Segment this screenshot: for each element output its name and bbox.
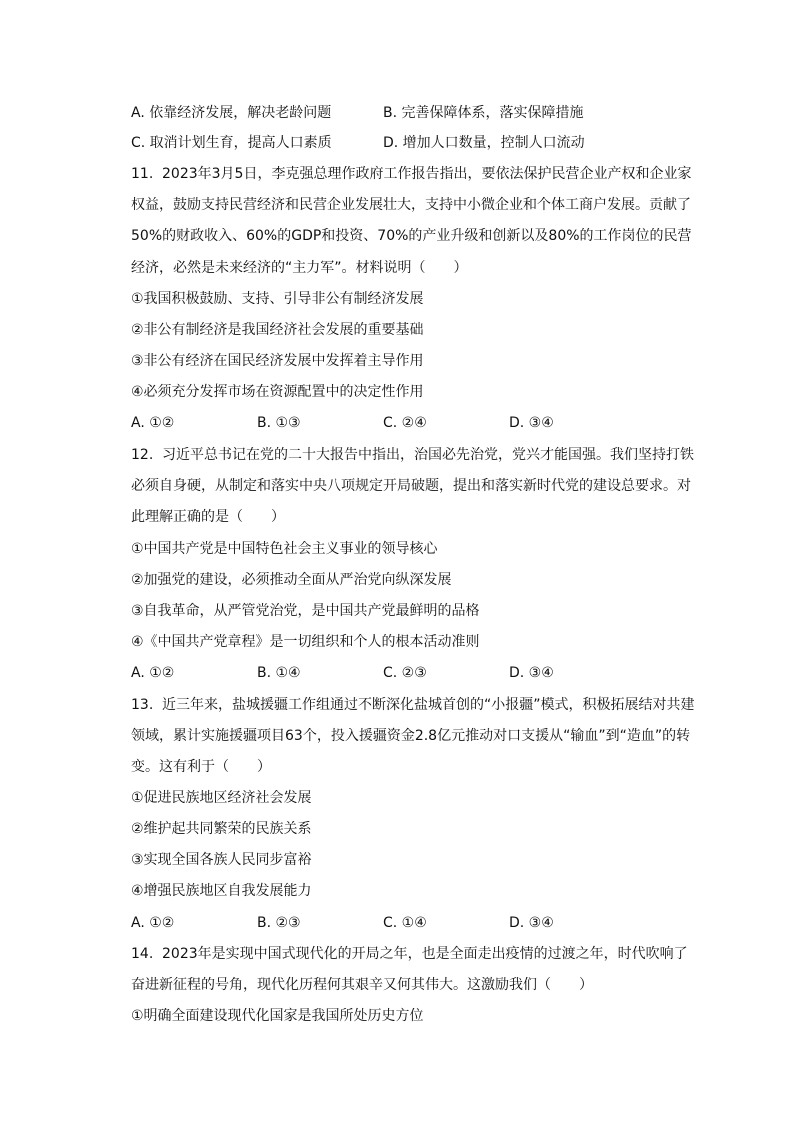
q10-option-a: A. 依靠经济发展，解决老龄问题	[131, 105, 332, 121]
q12-option-d: D. ③④	[509, 665, 554, 681]
q13-option-d: D. ③④	[509, 915, 554, 931]
q12-statement-1: ①中国共产党是中国特色社会主义事业的领导核心	[131, 541, 438, 557]
q11-statement-3: ③非公有经济在国民经济发展中发挥着主导作用	[131, 353, 424, 369]
q12-statement-3: ③自我革命，从严管党治党，是中国共产党最鲜明的品格	[131, 603, 480, 619]
q13-statement-1: ①促进民族地区经济社会发展	[131, 790, 312, 806]
q12-statement-4: ④《中国共产党章程》是一切组织和个人的根本活动准则	[131, 634, 480, 650]
q13-stem-text: 近三年来，盐城援疆工作组通过不断深化盐城首创的“小报疆”模式，积极拓展结对共建领域，累计实施援疆项目63个，投入援疆资金2.8亿元推动对口支援从“输血”到“造血”的转变。这有利于（ ）	[131, 697, 695, 776]
q10-option-d: D. 增加人口数量，控制人口流动	[383, 135, 585, 151]
q14-stem	[131, 939, 697, 1001]
q11-option-b: B. ①③	[257, 415, 301, 431]
q11-option-d: D. ③④	[509, 415, 554, 431]
q13-option-b: B. ②③	[257, 915, 301, 931]
q13-number: 13.	[131, 697, 154, 713]
q11-statement-4: ④必须充分发挥市场在资源配置中的决定性作用	[131, 384, 424, 400]
q14-stem-text: 2023年是实现中国式现代化的开局之年，也是全面走出疫情的过渡之年，时代吹响了奋进新征程的号角，现代化历程何其艰辛又何其伟大。这激励我们（ ）	[131, 946, 688, 994]
q11-statement-2: ②非公有制经济是我国经济社会发展的重要基础	[131, 322, 424, 338]
q10-option-b: B. 完善保障体系，落实保障措施	[383, 105, 584, 121]
q10-option-c: C. 取消计划生育，提高人口素质	[131, 135, 332, 151]
q12-option-c: C. ②③	[383, 665, 427, 681]
q11-option-c: C. ②④	[383, 415, 427, 431]
q12-option-a: A. ①②	[131, 665, 175, 681]
q14-number: 14.	[131, 946, 154, 962]
q11-statement-1: ①我国积极鼓励、支持、引导非公有制经济发展	[131, 291, 424, 307]
q12-statement-2: ②加强党的建设，必须推动全面从严治党向纵深发展	[131, 572, 452, 588]
q11-stem-text: 2023年3月5日，李克强总理作政府工作报告指出，要依法保护民营企业产权和企业家权益，鼓励支持民营经济和民营企业发展壮大，支持中小微企业和个体工商户发展。贡献了50%的财政收入、60%的GDP和投资、70%的产业升级和创新以及80%的工作岗位的民营经济，必然是未来经济的“主力军”。材料说明（ ）	[131, 166, 692, 276]
q12-option-b: B. ①④	[257, 665, 301, 681]
q13-option-a: A. ①②	[131, 915, 175, 931]
q13-statement-3: ③实现全国各族人民同步富裕	[131, 852, 312, 868]
q13-statement-2: ②维护起共同繁荣的民族关系	[131, 821, 312, 837]
q11-option-a: A. ①②	[131, 415, 175, 431]
q14-statement-1: ①明确全面建设现代化国家是我国所处历史方位	[131, 1008, 424, 1024]
q13-statement-4: ④增强民族地区自我发展能力	[131, 883, 312, 899]
q13-stem	[131, 690, 697, 784]
q12-number: 12.	[131, 447, 154, 463]
q12-stem	[131, 440, 697, 534]
q11-number: 11.	[131, 166, 154, 182]
q11-stem	[131, 159, 697, 284]
q13-option-c: C. ①④	[383, 915, 427, 931]
q12-stem-text: 习近平总书记在党的二十大报告中指出，治国必先治党，党兴才能国强。我们坚持打铁必须自身硬，从制定和落实中央八项规定开局破题，提出和落实新时代党的建设总要求。对此理解正确的是（ ）	[131, 447, 694, 526]
